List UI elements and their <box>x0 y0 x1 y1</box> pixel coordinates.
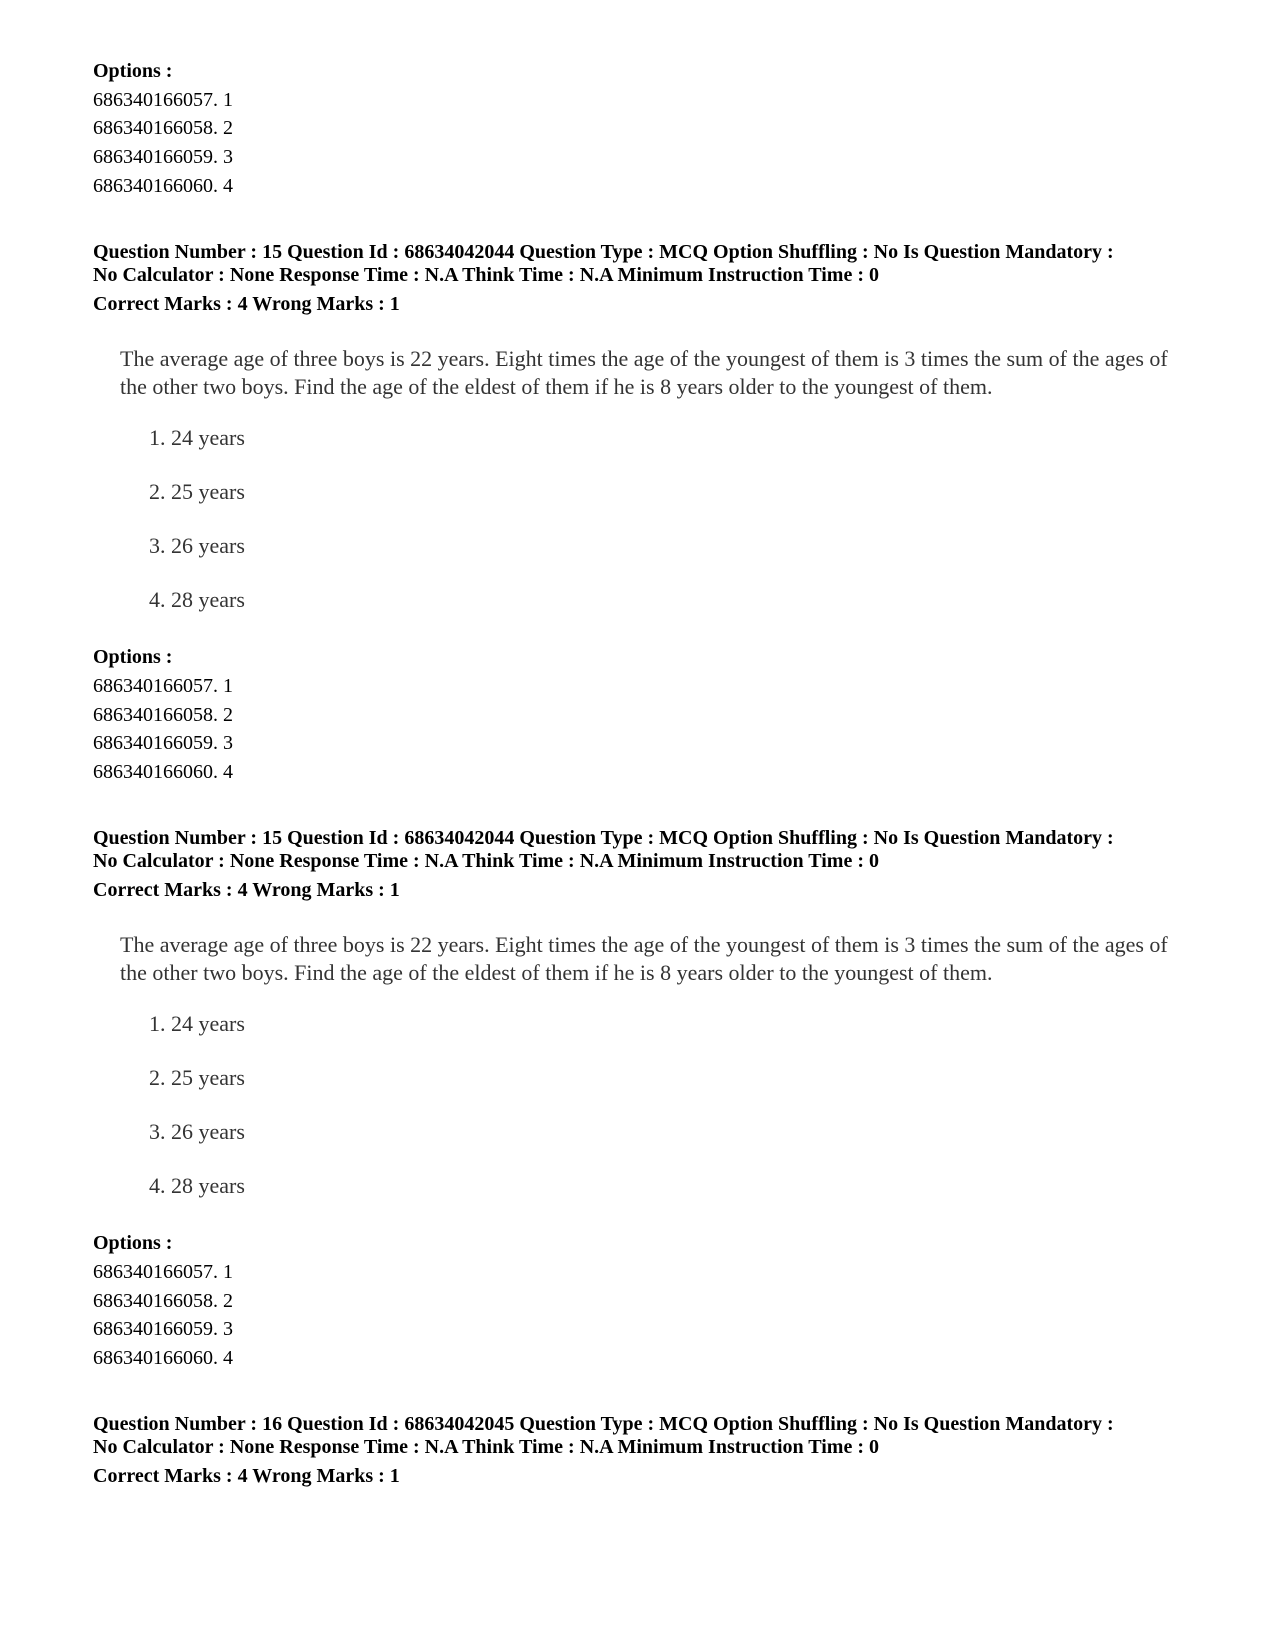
answer-choice: 4. 28 years <box>149 587 245 612</box>
question-meta-line: Question Number : 15 Question Id : 68634042044 Question Type : MCQ Option Shuffling : No Is Question Mandatory : <box>93 241 1114 263</box>
question-meta-line: No Calculator : None Response Time : N.A Think Time : N.A Minimum Instruction Time : 0 <box>93 850 879 872</box>
option-line: 686340166057. 1 <box>93 675 233 697</box>
options-heading: Options : <box>93 1232 173 1254</box>
answer-choice: 3. 26 years <box>149 533 245 558</box>
question-meta-line: Question Number : 15 Question Id : 68634042044 Question Type : MCQ Option Shuffling : No Is Question Mandatory : <box>93 827 1114 849</box>
options-heading: Options : <box>93 60 173 82</box>
option-line: 686340166059. 3 <box>93 146 233 168</box>
option-line: 686340166059. 3 <box>93 732 233 754</box>
question-marks: Correct Marks : 4 Wrong Marks : 1 <box>93 879 400 901</box>
option-line: 686340166060. 4 <box>93 1347 233 1369</box>
question-meta-line: Question Number : 16 Question Id : 68634042045 Question Type : MCQ Option Shuffling : No Is Question Mandatory : <box>93 1413 1114 1435</box>
answer-choice: 2. 25 years <box>149 1065 245 1090</box>
option-line: 686340166057. 1 <box>93 89 233 111</box>
option-line: 686340166060. 4 <box>93 761 233 783</box>
question-marks: Correct Marks : 4 Wrong Marks : 1 <box>93 293 400 315</box>
option-line: 686340166058. 2 <box>93 117 233 139</box>
answer-choice: 3. 26 years <box>149 1119 245 1144</box>
options-heading: Options : <box>93 646 173 668</box>
question-text: The average age of three boys is 22 years. Eight times the age of the youngest of them is 3 times the sum of the ages of the other two boys. Find the age of the eldest of them if he is 8 years older to the youngest of them. <box>120 932 1168 985</box>
answer-choice: 2. 25 years <box>149 479 245 504</box>
question-marks: Correct Marks : 4 Wrong Marks : 1 <box>93 1465 400 1487</box>
question-text: The average age of three boys is 22 years. Eight times the age of the youngest of them is 3 times the sum of the ages of the other two boys. Find the age of the eldest of them if he is 8 years older to the youngest of them. <box>120 346 1168 399</box>
answer-choice: 1. 24 years <box>149 1011 245 1036</box>
question-meta-line: No Calculator : None Response Time : N.A Think Time : N.A Minimum Instruction Time : 0 <box>93 264 879 286</box>
option-line: 686340166060. 4 <box>93 175 233 197</box>
question-meta-line: No Calculator : None Response Time : N.A Think Time : N.A Minimum Instruction Time : 0 <box>93 1436 879 1458</box>
answer-choice: 1. 24 years <box>149 425 245 450</box>
option-line: 686340166059. 3 <box>93 1318 233 1340</box>
answer-choice: 4. 28 years <box>149 1173 245 1198</box>
option-line: 686340166058. 2 <box>93 704 233 726</box>
option-line: 686340166057. 1 <box>93 1261 233 1283</box>
option-line: 686340166058. 2 <box>93 1290 233 1312</box>
